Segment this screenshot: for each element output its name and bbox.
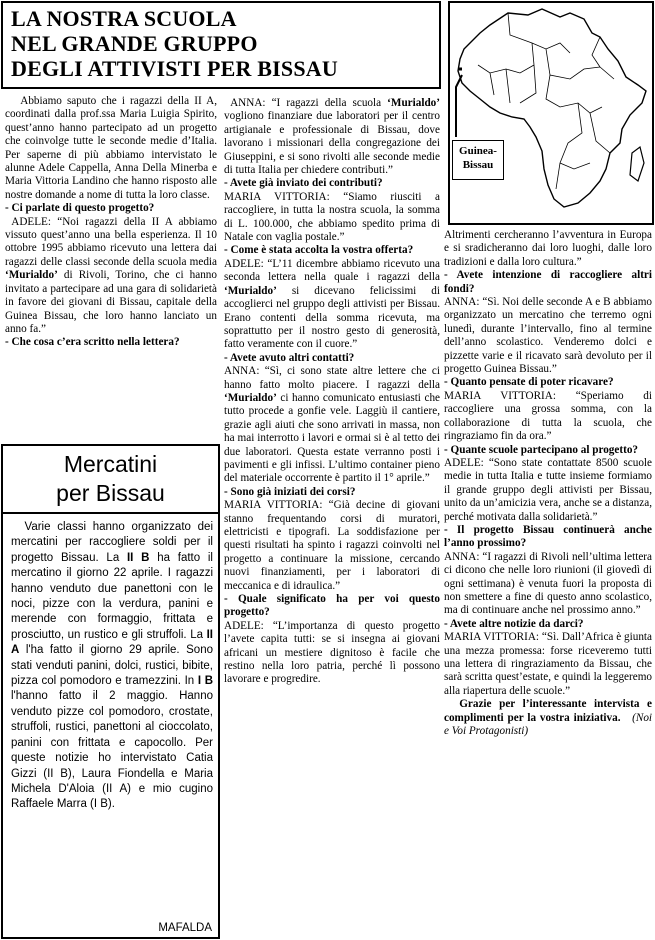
intro-paragraph: Abbiamo saputo che i ragazzi della II A, coordinati dalla prof.ssa Maria Luigia Spirito, quest’anno hanno partecipato ad un progetto che coinvolge tutte le seconde medie d’Italia. Per saperne di più abbiamo intervistato le alunne Adele Cappella, Anna Della Minerba e Maria Vittoria Landino che hanno risposto alle nostre domande a nome di tutta la loro classe. — [5, 95, 217, 201]
question-6: - Sono già iniziati dei corsi? — [224, 485, 356, 498]
answer-6: MARIA VITTORIA: “Già decine di giovani stanno frequentando corsi di muratori, elettricisti e tipografi. La soddisfazione per questi risultati ha spinto i ragazzi coinvolti nel progetto a continuare la missione, cercando nuovi finanziamenti, per i laboratori di meccanica e di idraulica.” — [224, 499, 440, 592]
headline-line-2: NEL GRANDE GRUPPO — [11, 31, 258, 56]
credit: (Noi e Voi Protagonisti) — [444, 711, 653, 738]
answer-5: ANNA: “Sì, ci sono state altre lettere che ci hanno fatto molto piacere. I ragazzi della ‘Murialdo’ ci hanno comunicato entusiasti che tutto procede a gonfie vele. Laggiù il cantiere, grazie agli aiuti che sono arrivati in massa, non ha mai interrotto i lavori e ormai si è al tetto dei due laboratori. Questa estate verranno posti i pavimenti e gli infissi. L’ultimo container pieno del materiale occorrente è partito il 1° aprile.” — [224, 365, 440, 485]
headline-line-3: DEGLI ATTIVISTI PER BISSAU — [11, 56, 338, 81]
closing-thanks: Grazie per l’interessante intervista e complimenti per la vostra iniziativa. (Noi e Voi Protagonisti) — [444, 698, 653, 738]
column-2 — [224, 97, 440, 687]
headline-line-1: LA NOSTRA SCUOLA — [11, 6, 237, 31]
answer-4: ADELE: “L’11 dicembre abbiamo ricevuto una seconda lettera nella quale i ragazzi della ‘Murialdo’ si dicevano felicissimi di accoglierci nel gruppo degli attivisti per Bissau. Erano contenti della somma ricevuta, ma soprattutto per il nostro gesto di generosità, fatto veramente con il cuore.” — [224, 257, 440, 351]
africa-map-icon — [450, 3, 652, 223]
question-5: - Avete avuto altri contatti? — [224, 351, 355, 364]
answer-2: ANNA: “I ragazzi della scuola ‘Murialdo’ vogliono finanziare due laboratori per il centro artigianale e professionale di Bissau, dove lavorano i missionari della congregazione dei Giuseppini, e si sono rivolti alle seconde medie di tutta Italia per chiedere contributi.” — [224, 97, 440, 177]
mercatini-divider — [3, 512, 218, 514]
mercatini-title: Mercatini per Bissau — [56, 451, 165, 506]
answer-9: MARIA VITTORIA: “Speriamo di raccogliere una grossa somma, con la collaborazione di tutta la scuola, che ringraziamo fin da ora.” — [444, 389, 652, 443]
map-box — [448, 1, 654, 225]
column-1 — [5, 95, 217, 350]
question-12: - Avete altre notizie da darci? — [444, 617, 584, 630]
mercatini-text: Varie classi hanno organizzato dei mercatini per raccogliere soldi per il progetto Bissau. La II B ha fatto il mercatino il giorno 22 aprile. I ragazzi hanno venduto due panettoni con le noci, pizze con la verdura, panini e merende con formaggio, frittata e prosciutto, un rustico e gli struffoli. La II A l'ha fatto il giorno 29 aprile. Sono stati venduti panini, dolci, rustici, bibite, pizza col pomodoro e tramezzini. In I B l'hanno fatto il 2 maggio. Hanno venduto pizze col pomodoro, crostate, struffoli, rustici, panettoni al cioccolato, panini con frittata e capocollo. Per queste notizie ho intervistato Catia Gizzi (II B), Laura Fiondella e Maria Michela D'Aloia (II A) e mio cugino Raffaele Marra (I B). — [11, 521, 214, 811]
question-10: - Quante scuole partecipano al progetto? — [444, 443, 639, 456]
question-11: - Il progetto Bissau continuerà anche l’anno prossimo? — [444, 523, 652, 550]
answer-10: ADELE: “Sono state contattate 8500 scuole medie in tutta Italia e tutte insieme formiamo il grande gruppo degli attivisti per Bissau, unito da un’amicizia vera, anche se a distanza, perché motivata dalla solidarietà.” — [444, 456, 652, 523]
answer-11: ANNA: “I ragazzi di Rivoli nell’ultima lettera ci dicono che nelle loro riunioni (il giovedì di ogni settimana) è venuta fuori la proposta di non smettere a fine di questo anno scolastico, ma di continuare anche nel prossimo anno.” — [444, 550, 652, 617]
question-2: - Che cosa c’era scritto nella lettera? — [5, 336, 180, 349]
question-7: - Quale significato ha per voi questo progetto? — [224, 593, 440, 619]
headline-box — [1, 1, 441, 89]
signature: MAFALDA — [158, 922, 212, 934]
mercatini-box — [1, 444, 220, 939]
answer-7: ADELE: “L’importanza di questo progetto l’avete capita tutti: se si insegna ai giovani africani un mestiere dignitoso è facile che restino nella loro patria, perché lì possono lavorare e progredire. — [224, 619, 440, 686]
answer-7-continued: Altrimenti cercheranno l’avventura in Europa e si sradicheranno dai loro luoghi, dalle loro tradizioni e dalla loro cultura.” — [444, 229, 652, 268]
map-label-guinea-bissau: Guinea- Bissau — [452, 140, 504, 180]
answer-8: ANNA: “Sì. Noi delle seconde A e B abbiamo organizzato un mercatino che terremo ogni lunedì, durante l’intervallo, fino al termine dell’anno scolastico. Venderemo dolci e pizzette varie e il ricavato sarà devoluto per il progetto Guinea Bissau.” — [444, 296, 652, 376]
question-9: - Quanto pensate di poter ricavare? — [444, 376, 614, 389]
answer-3: MARIA VITTORIA: “Siamo riusciti a raccogliere, in tutta la nostra scuola, la somma di L. 100.000, che abbiamo spedito prima di Natale con vaglia postale.” — [224, 190, 440, 244]
question-1: - Ci parlate di questo progetto? — [5, 202, 155, 215]
answer-1: ADELE: “Noi ragazzi della II A abbiamo vissuto quest’anno una bella esperienza. Il 10 ottobre 1995 abbiamo ricevuto una lettera dai ragazzi delle classi seconde della scuola media ‘Murialdo’ di Rivoli, Torino, che ci hanno invitato a partecipare ad una gara di solidarietà in favore dei giovani di Bissau, capitale della Guinea Bissau, che loro hanno lanciato un anno fa.” — [5, 215, 217, 335]
column-3 — [444, 229, 652, 738]
question-4: - Come è stata accolta la vostra offerta? — [224, 244, 414, 257]
question-8: - Avete intenzione di raccogliere altri fondi? — [444, 269, 652, 295]
question-3: - Avete già inviato dei contributi? — [224, 177, 383, 190]
answer-12: MARIA VITTORIA: “Sì. Dall’Africa è giunta una mezza promessa: forse riceveremo tutti una lettera di ringraziamento da Bissau, che sarà scritta quest’estate, e quindi la leggeremo alla riapertura delle scuole.” — [444, 631, 652, 697]
